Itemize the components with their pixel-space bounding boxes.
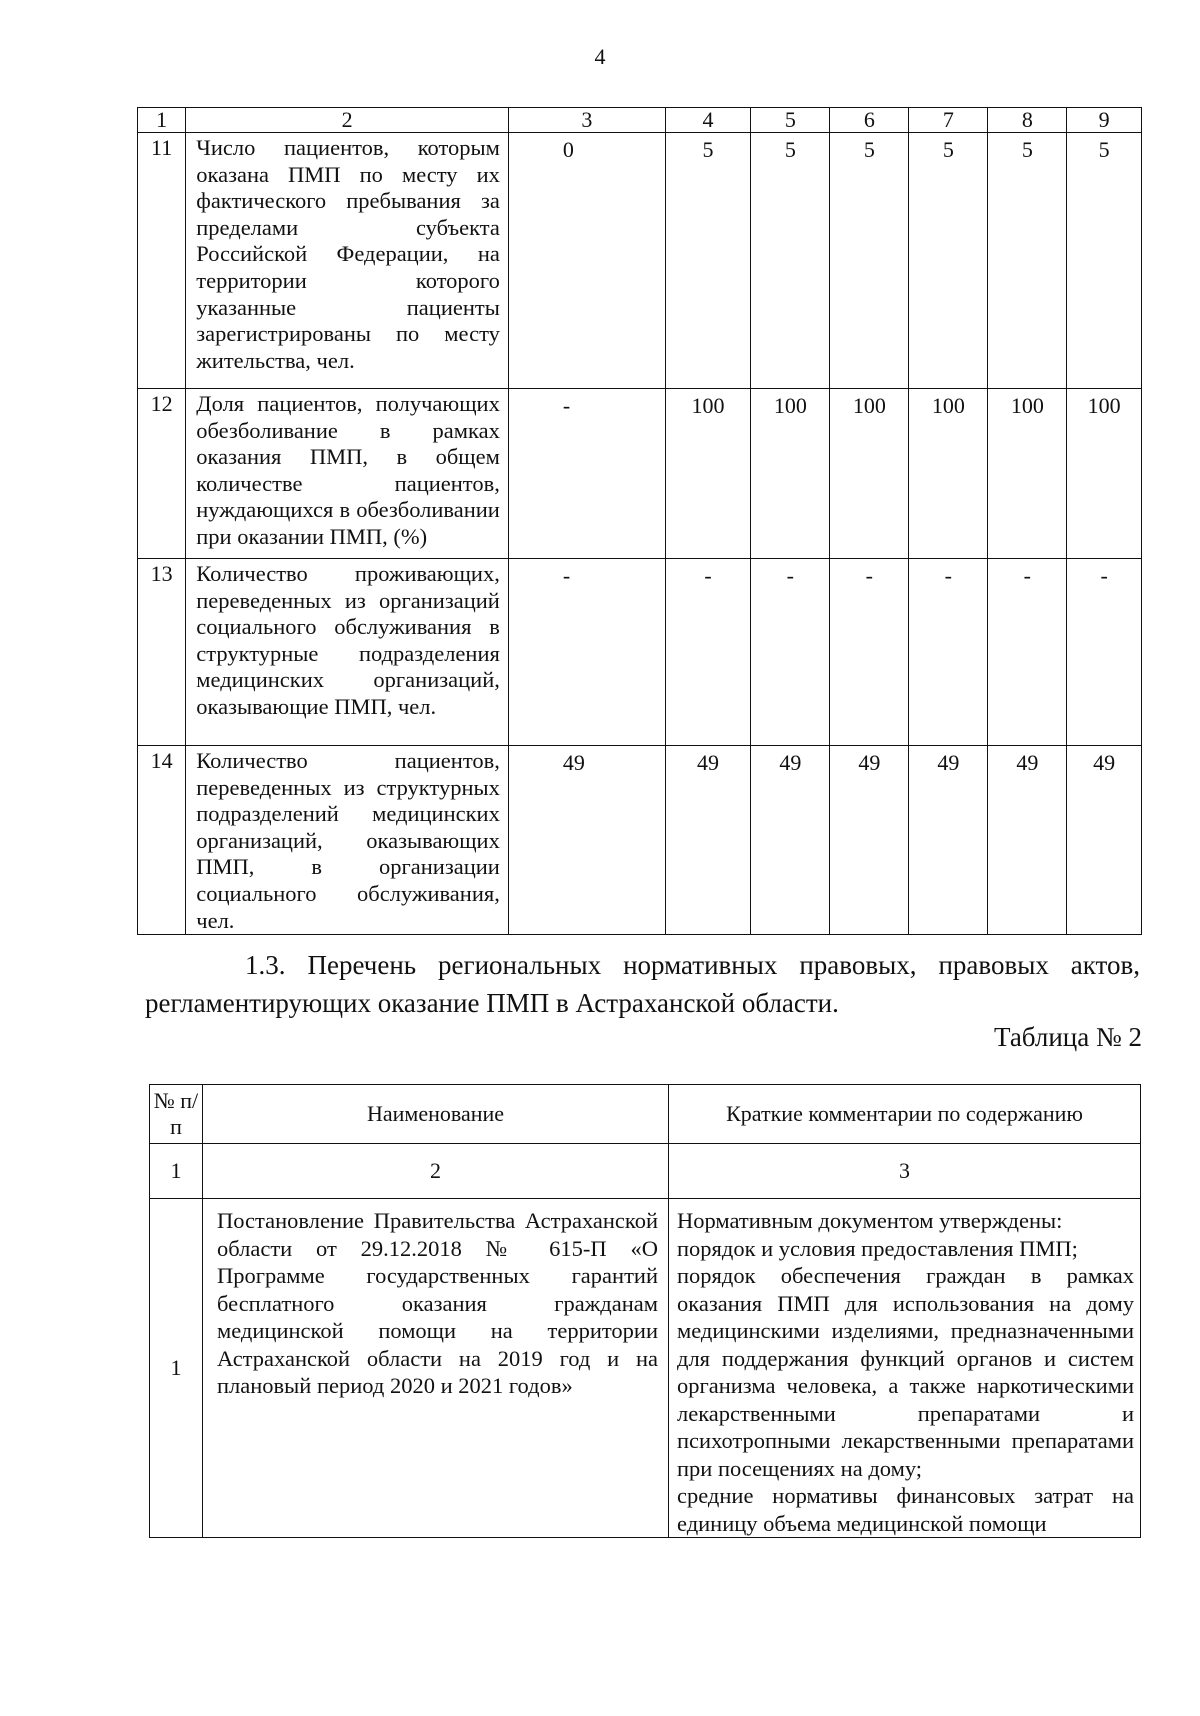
column-number: 1 [138, 108, 186, 133]
row-number: 14 [138, 746, 186, 935]
row-number: 11 [138, 133, 186, 389]
indicator-value: 5 [988, 133, 1067, 389]
indicator-value: 5 [751, 133, 830, 389]
indicator-value: 100 [830, 389, 909, 559]
indicator-value: - [1067, 559, 1142, 746]
column-number: 1 [150, 1144, 203, 1199]
column-header-name: Наименование [203, 1085, 669, 1144]
indicator-value: 49 [508, 746, 665, 935]
table-row [138, 559, 1142, 746]
indicator-value: - [508, 389, 665, 559]
indicator-value: 100 [988, 389, 1067, 559]
indicator-value: 0 [508, 133, 665, 389]
table-header-row [150, 1085, 1141, 1144]
indicator-value: 100 [1067, 389, 1142, 559]
table-numbering-row [150, 1144, 1141, 1199]
column-number: 7 [909, 108, 988, 133]
page-number: 4 [594, 44, 606, 69]
indicator-value: - [988, 559, 1067, 746]
indicator-value: - [665, 559, 751, 746]
row-number: 12 [138, 389, 186, 559]
column-number: 4 [665, 108, 751, 133]
indicator-value: 49 [665, 746, 751, 935]
document-comment [669, 1199, 1141, 1538]
column-number: 2 [203, 1144, 669, 1199]
row-index: 1 [150, 1199, 203, 1538]
row-number: 13 [138, 559, 186, 746]
indicator-name: Количество проживающих, переведенных из организаций социального обслуживания в структурные подразделения медицинских организаций, оказывающие ПМП, чел. [186, 559, 509, 746]
indicators-table [137, 107, 1142, 935]
column-number: 9 [1067, 108, 1142, 133]
indicator-name: Количество пациентов, переведенных из структурных подразделений медицинских организаций, оказывающих ПМП, в организации социального обслуживания, чел. [186, 746, 509, 935]
indicator-value: 49 [909, 746, 988, 935]
indicator-value: 49 [830, 746, 909, 935]
table-row [138, 133, 1142, 389]
comment-line: порядок и условия предоставления ПМП; [677, 1235, 1078, 1261]
indicator-value: - [830, 559, 909, 746]
indicator-value: 49 [751, 746, 830, 935]
table-header-row [138, 108, 1142, 133]
comment-line: порядок обеспечения граждан в рамках оказания ПМП для использования на дому медицинскими изделиями, предназначенными для поддержания функций органов и систем организма человека, а также наркотическими лекарственными препаратами и психотропными лекарственными препаратами при посещениях на дому; [677, 1263, 1134, 1481]
indicator-name: Доля пациентов, получающих обезболивание в рамках оказания ПМП, в общем количестве пациентов, нуждающихся в обезболивании при оказании ПМП, (%) [186, 389, 509, 559]
table-row [138, 389, 1142, 559]
column-number: 3 [669, 1144, 1141, 1199]
indicator-value: 5 [665, 133, 751, 389]
column-number: 8 [988, 108, 1067, 133]
column-number: 5 [751, 108, 830, 133]
column-header-comment: Краткие комментарии по содержанию [669, 1085, 1141, 1144]
comment-line: Нормативным документом утверждены: [677, 1208, 1063, 1233]
column-number: 6 [830, 108, 909, 133]
indicator-value: - [508, 559, 665, 746]
table-row [138, 746, 1142, 935]
indicator-value: 5 [1067, 133, 1142, 389]
indicator-value: 100 [909, 389, 988, 559]
indicator-value: - [751, 559, 830, 746]
comment-line: средние нормативы финансовых затрат на единицу объема медицинской помощи [677, 1483, 1134, 1536]
table-caption: Таблица № 2 [994, 1022, 1142, 1052]
column-number: 3 [508, 108, 665, 133]
indicator-value: 49 [988, 746, 1067, 935]
indicator-name: Число пациентов, которым оказана ПМП по месту их фактического пребывания за пределами субъекта Российской Федерации, на территории которого указанные пациенты зарегистрированы по месту жительства, чел. [186, 133, 509, 389]
indicator-value: 5 [909, 133, 988, 389]
indicator-value: - [909, 559, 988, 746]
indicator-value: 100 [665, 389, 751, 559]
indicator-value: 5 [830, 133, 909, 389]
section-title: 1.3. Перечень региональных нормативных правовых, правовых актов, регламентирующих оказание ПМП в Астраханской области. [145, 950, 1140, 1018]
indicator-value: 49 [1067, 746, 1142, 935]
regulations-table [149, 1084, 1141, 1538]
column-number: 2 [186, 108, 509, 133]
document-name: Постановление Правительства Астраханской области от 29.12.2018 № 615-П «О Программе государственных гарантий бесплатного оказания гражданам медицинской помощи на территории Астраханской области на 2019 год и на плановый период 2020 и 2021 годов» [203, 1199, 669, 1538]
indicator-value: 100 [751, 389, 830, 559]
column-header-number: № п/п [150, 1085, 203, 1144]
table-row [150, 1199, 1141, 1538]
